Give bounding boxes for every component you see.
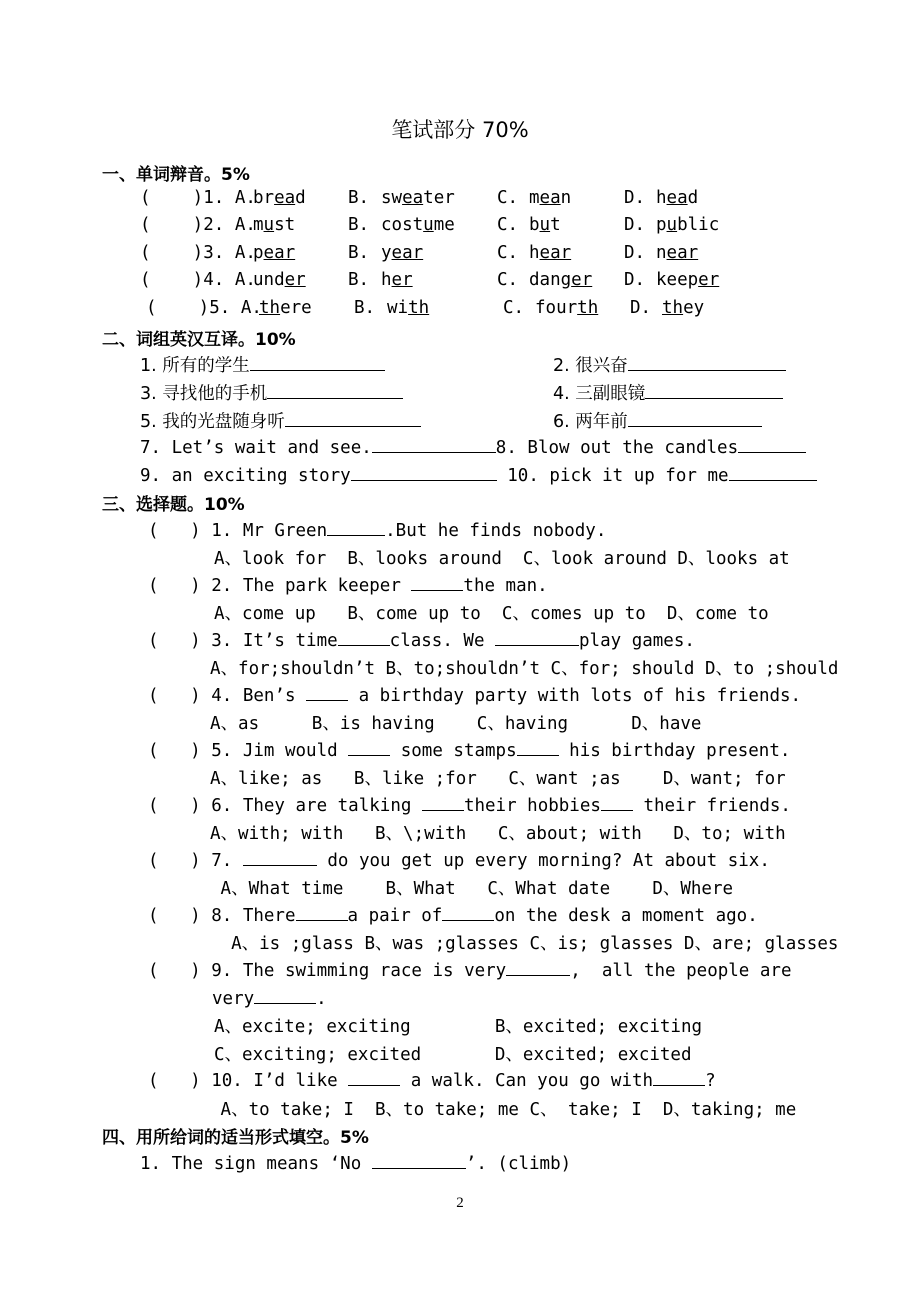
phonics-q3-word-b: year — [381, 243, 424, 263]
phonics-q2-word-b: costume — [381, 215, 455, 235]
choice-q7-options: A、What time B、What C、What date D、Where — [210, 879, 734, 899]
phonics-q1-option-b-letter: B. — [348, 188, 370, 208]
phrase-5-label: 5. 我的光盘随身听 — [140, 408, 421, 433]
phonics-q4-option-d-letter: D. — [624, 270, 646, 290]
page-title: 笔试部分 70% — [391, 118, 529, 142]
choice-q3: ( ) 3. It’s time class. We play games. — [148, 628, 695, 651]
choice-q2: ( ) 2. The park keeper the man. — [148, 573, 548, 596]
phonics-q1-number: ( )1. A. — [140, 188, 256, 208]
phrase-7-label: 7. Let’s wait and see. 8. Blow out the candles — [140, 435, 806, 458]
section-1-heading: 一、单词辩音。5% — [102, 165, 250, 185]
phonics-q2-option-b-letter: B. — [348, 215, 370, 235]
phonics-q1-word-b: sweater — [381, 188, 455, 208]
phonics-q5-word-d: they — [662, 298, 705, 318]
choice-q6: ( ) 6. They are talking their hobbies their friends. — [148, 793, 791, 816]
phonics-q2-number: ( )2. A. — [140, 215, 256, 235]
phonics-q4-word-c: danger — [529, 270, 593, 290]
phonics-q5-word-c: fourth — [535, 298, 599, 318]
phonics-q3-option-c-letter: C. — [497, 243, 519, 263]
phonics-q5-word-b: with — [387, 298, 430, 318]
choice-q10-options: A、to take; I B、to take; me C、 take; I D、taking; me — [210, 1100, 797, 1120]
phrase-1-label: 1. 所有的学生 — [140, 352, 385, 377]
phrase-9-label: 9. an exciting story 10. pick it up for me — [140, 463, 817, 486]
choice-q8-options: A、is ;glass B、was ;glasses C、is; glasses D、are; glasses — [210, 934, 839, 954]
phonics-q4-word-b: her — [381, 270, 413, 290]
choice-q7: ( ) 7. do you get up every morning? At about six. — [148, 848, 770, 871]
phonics-q1-option-c-letter: C. — [497, 188, 519, 208]
choice-q9-options-2: C、exciting; excited D、excited; excited — [214, 1045, 692, 1065]
choice-q10: ( ) 10. I’d like a walk. Can you go with ? — [148, 1068, 716, 1091]
phonics-q2-option-d-letter: D. — [624, 215, 646, 235]
phonics-q4-option-b-letter: B. — [348, 270, 370, 290]
phonics-q4-word-d: keeper — [656, 270, 720, 290]
phrase-3-label: 3. 寻找他的手机 — [140, 380, 403, 405]
phrase-4-label: 4. 三副眼镜 — [553, 380, 783, 405]
phonics-q1-word-c: mean — [529, 188, 572, 208]
phonics-q5-option-d-letter: D. — [630, 298, 652, 318]
choice-q2-options: A、come up B、come up to C、comes up to D、come to — [214, 604, 769, 624]
choice-q4: ( ) 4. Ben’s a birthday party with lots of his friends. — [148, 683, 801, 706]
choice-q1-options: A、look for B、looks around C、look around D、looks at — [214, 549, 790, 569]
phonics-q3-word-c: hear — [529, 243, 572, 263]
choice-q5-options: A、like; as B、like ;for C、want ;as D、want; for — [210, 769, 786, 789]
phonics-q1-word-d: head — [656, 188, 699, 208]
phonics-q2-option-c-letter: C. — [497, 215, 519, 235]
choice-q9-options: A、excite; exciting B、excited; exciting — [214, 1017, 703, 1037]
choice-q9: ( ) 9. The swimming race is very , all the people are — [148, 958, 792, 981]
phonics-q5-option-c-letter: C. — [503, 298, 525, 318]
phonics-q2-word-a: must — [253, 215, 296, 235]
phonics-q3-option-b-letter: B. — [348, 243, 370, 263]
phonics-q3-word-a: pear — [253, 243, 296, 263]
choice-q3-options: A、for;shouldn’t B、to;shouldn’t C、for; should D、to ;should — [210, 659, 839, 679]
choice-q6-options: A、with; with B、\;with C、about; with D、to; with — [210, 824, 786, 844]
choice-q8: ( ) 8. There a pair of on the desk a moment ago. — [148, 903, 758, 926]
phonics-q5-option-b-letter: B. — [354, 298, 376, 318]
phonics-q4-word-a: under — [253, 270, 306, 290]
phonics-q3-number: ( )3. A. — [140, 243, 256, 263]
phonics-q1-option-d-letter: D. — [624, 188, 646, 208]
phonics-q2-word-d: public — [656, 215, 720, 235]
fill-q1: 1. The sign means ‘No ’. (climb) — [140, 1151, 571, 1174]
section-2-heading: 二、词组英汉互译。10% — [102, 330, 296, 350]
phonics-q4-number: ( )4. A. — [140, 270, 256, 290]
choice-q1: ( ) 1. Mr Green .But he finds nobody. — [148, 518, 606, 541]
phonics-q4-option-c-letter: C. — [497, 270, 519, 290]
phonics-q5-number: ( )5. A. — [146, 298, 262, 318]
section-3-heading: 三、选择题。10% — [102, 495, 245, 515]
phonics-q3-word-d: near — [656, 243, 699, 263]
phonics-q1-word-a: bread — [253, 188, 306, 208]
section-4-heading: 四、用所给词的适当形式填空。5% — [102, 1128, 369, 1148]
phonics-q5-word-a: there — [259, 298, 312, 318]
choice-q9-continued: very . — [212, 986, 327, 1009]
page-number: 2 — [456, 1195, 464, 1211]
choice-q4-options: A、as B、is having C、having D、have — [210, 714, 702, 734]
choice-q5: ( ) 5. Jim would some stamps his birthday present. — [148, 738, 790, 761]
phrase-6-label: 6. 两年前 — [553, 408, 762, 433]
phonics-q3-option-d-letter: D. — [624, 243, 646, 263]
phrase-2-label: 2. 很兴奋 — [553, 352, 786, 377]
phonics-q2-word-c: but — [529, 215, 561, 235]
